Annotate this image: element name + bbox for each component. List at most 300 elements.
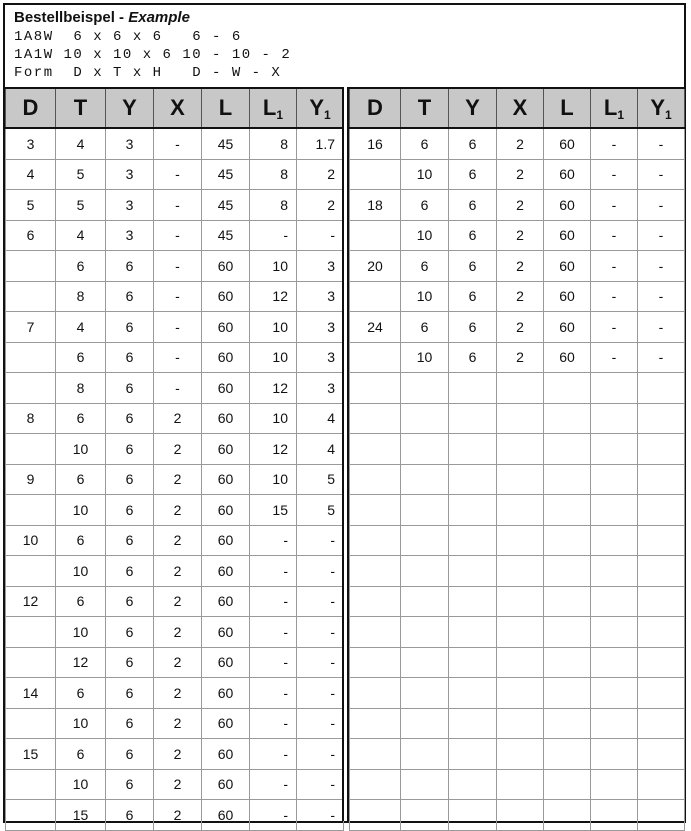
column-header-d [6, 88, 56, 128]
table-cell [544, 647, 591, 678]
table-cell: 15 [56, 800, 106, 831]
table-row [6, 312, 344, 343]
column-header-label: Y [465, 95, 480, 120]
table-cell: 45 [202, 190, 250, 221]
table-cell [497, 708, 544, 739]
table-cell [350, 403, 401, 434]
table-cell: - [638, 342, 685, 373]
table-cell: 45 [202, 128, 250, 159]
table-row [350, 281, 685, 312]
table-cell [401, 739, 449, 770]
table-cell [544, 617, 591, 648]
table-cell: 3 [106, 220, 154, 251]
table-cell: 4 [297, 434, 344, 465]
table-cell [6, 617, 56, 648]
table-cell [638, 434, 685, 465]
table-cell [591, 647, 638, 678]
table-cell: 6 [106, 342, 154, 373]
table-cell [449, 800, 497, 831]
table-cell [544, 678, 591, 709]
table-cell [497, 495, 544, 526]
table-cell [544, 525, 591, 556]
table-cell [591, 495, 638, 526]
table-cell [401, 464, 449, 495]
table-cell: 2 [497, 342, 544, 373]
table-cell: 6 [401, 251, 449, 282]
table-row [6, 251, 344, 282]
table-cell: 6 [56, 403, 106, 434]
table-cell: 6 [449, 128, 497, 159]
table-cell: 6 [56, 678, 106, 709]
table-cell: - [297, 617, 344, 648]
table-cell: - [250, 708, 297, 739]
table-cell [591, 708, 638, 739]
table-row [6, 495, 344, 526]
table-cell: 6 [56, 251, 106, 282]
column-header-l [202, 88, 250, 128]
column-header-l [544, 88, 591, 128]
table-cell [497, 769, 544, 800]
table-row [6, 769, 344, 800]
table-cell: - [250, 647, 297, 678]
table-cell [401, 525, 449, 556]
table-row [350, 617, 685, 648]
table-cell: - [591, 220, 638, 251]
table-cell: 2 [497, 251, 544, 282]
column-header-t [56, 88, 106, 128]
table-cell: 12 [250, 281, 297, 312]
table-cell [497, 434, 544, 465]
table-cell: 5 [56, 159, 106, 190]
table-cell: 2 [154, 525, 202, 556]
table-cell: 2 [154, 495, 202, 526]
table-cell [6, 495, 56, 526]
table-cell: 60 [544, 342, 591, 373]
table-cell: 3 [297, 281, 344, 312]
table-cell [401, 800, 449, 831]
table-cell [449, 525, 497, 556]
table-cell: - [297, 678, 344, 709]
table-cell [350, 678, 401, 709]
table-cell [6, 434, 56, 465]
table-cell: - [250, 769, 297, 800]
table-cell: 6 [56, 739, 106, 770]
table-cell: 6 [106, 495, 154, 526]
table-cell: - [297, 556, 344, 587]
table-cell: 12 [250, 373, 297, 404]
table-cell: 60 [202, 342, 250, 373]
table-cell: 12 [56, 647, 106, 678]
table-cell [6, 281, 56, 312]
table-row [350, 342, 685, 373]
table-cell: 6 [56, 525, 106, 556]
table-row [6, 128, 344, 159]
table-cell [638, 769, 685, 800]
column-header-label: Y [650, 94, 665, 120]
table-cell: - [154, 159, 202, 190]
table-cell: 10 [56, 617, 106, 648]
table-cell [497, 647, 544, 678]
table-cell: - [591, 128, 638, 159]
table-cell: 5 [297, 495, 344, 526]
dimension-table-left [5, 87, 344, 831]
table-cell [350, 708, 401, 739]
table-cell [401, 647, 449, 678]
table-row [350, 373, 685, 404]
column-header-label: L [218, 95, 233, 120]
table-cell: - [154, 373, 202, 404]
table-cell: 10 [401, 281, 449, 312]
table-cell [350, 586, 401, 617]
table-cell [591, 769, 638, 800]
table-cell [350, 464, 401, 495]
table-cell: - [250, 800, 297, 831]
table-cell: 3 [106, 128, 154, 159]
table-row [350, 190, 685, 221]
table-row [350, 678, 685, 709]
table-cell [638, 617, 685, 648]
table-row [350, 464, 685, 495]
table-cell: 3 [106, 159, 154, 190]
table-cell: 60 [202, 739, 250, 770]
table-cell: - [297, 708, 344, 739]
table-cell: 3 [297, 342, 344, 373]
table-cell [401, 617, 449, 648]
table-cell [350, 525, 401, 556]
table-cell [497, 556, 544, 587]
table-cell: 6 [6, 220, 56, 251]
table-cell [449, 434, 497, 465]
table-cell: 60 [544, 220, 591, 251]
table-cell: 6 [106, 434, 154, 465]
table-row [350, 434, 685, 465]
table-cell: 6 [106, 525, 154, 556]
table-cell: 10 [56, 769, 106, 800]
table-cell: 6 [106, 769, 154, 800]
table-row [6, 678, 344, 709]
table-row [6, 220, 344, 251]
table-cell [591, 556, 638, 587]
table-row [350, 128, 685, 159]
table-cell: 10 [56, 708, 106, 739]
table-cell: 10 [250, 464, 297, 495]
table-cell [350, 373, 401, 404]
table-cell: 60 [202, 647, 250, 678]
table-cell: 60 [202, 495, 250, 526]
table-cell [591, 586, 638, 617]
table-row [350, 525, 685, 556]
table-row [6, 434, 344, 465]
table-cell [638, 800, 685, 831]
column-header-y1 [297, 88, 344, 128]
column-header-subscript: 1 [324, 107, 331, 122]
table-cell [449, 769, 497, 800]
table-cell: 9 [6, 464, 56, 495]
table-cell [6, 769, 56, 800]
table-cell: - [250, 220, 297, 251]
table-row [350, 769, 685, 800]
table-cell: 60 [202, 769, 250, 800]
table-cell: 6 [106, 281, 154, 312]
table-cell [401, 495, 449, 526]
table-cell [6, 342, 56, 373]
table-cell: 3 [106, 190, 154, 221]
column-header-subscript: 1 [665, 107, 672, 122]
table-cell: 6 [106, 403, 154, 434]
table-cell: 3 [297, 251, 344, 282]
table-cell [591, 525, 638, 556]
title-prefix: Bestellbeispel - [14, 9, 129, 26]
table-cell: 6 [106, 647, 154, 678]
table-cell [350, 342, 401, 373]
table-cell: - [638, 190, 685, 221]
table-cell: 10 [56, 556, 106, 587]
table-cell [638, 495, 685, 526]
table-cell: - [250, 525, 297, 556]
table-cell [449, 373, 497, 404]
table-cell: 60 [202, 708, 250, 739]
table-cell [497, 525, 544, 556]
table-cell [350, 617, 401, 648]
table-row [6, 190, 344, 221]
example-line-3: Form D x T x H D - W - X [14, 65, 282, 81]
table-cell [544, 586, 591, 617]
table-row [6, 403, 344, 434]
table-row [6, 708, 344, 739]
table-cell: 2 [497, 281, 544, 312]
table-cell: 60 [544, 159, 591, 190]
table-cell: - [154, 190, 202, 221]
table-cell: 2 [297, 190, 344, 221]
table-cell: - [591, 281, 638, 312]
table-cell: 4 [56, 128, 106, 159]
table-cell: - [591, 251, 638, 282]
table-cell: 6 [106, 556, 154, 587]
column-header-y [449, 88, 497, 128]
table-cell [449, 464, 497, 495]
table-cell [591, 464, 638, 495]
table-cell [350, 739, 401, 770]
table-cell: 60 [544, 281, 591, 312]
column-header-d [350, 88, 401, 128]
table-cell: 6 [449, 342, 497, 373]
table-cell: - [297, 769, 344, 800]
table-cell [497, 739, 544, 770]
table-cell [449, 586, 497, 617]
table-cell: - [154, 128, 202, 159]
column-header-x [497, 88, 544, 128]
table-cell: - [638, 312, 685, 343]
table-cell [544, 708, 591, 739]
table-cell: 8 [250, 128, 297, 159]
table-cell: 2 [154, 617, 202, 648]
table-cell [544, 739, 591, 770]
table-cell [544, 769, 591, 800]
table-cell [401, 403, 449, 434]
table-cell: - [297, 739, 344, 770]
table-cell: 3 [6, 128, 56, 159]
table-cell: 12 [250, 434, 297, 465]
table-cell: 6 [106, 464, 154, 495]
table-cell [401, 708, 449, 739]
table-cell: 2 [154, 647, 202, 678]
table-row [350, 495, 685, 526]
table-cell [6, 556, 56, 587]
table-cell [350, 434, 401, 465]
table-cell [350, 281, 401, 312]
column-header-label: T [417, 95, 432, 120]
table-cell [6, 251, 56, 282]
table-cell: 2 [154, 556, 202, 587]
table-cell [401, 678, 449, 709]
table-cell [449, 708, 497, 739]
column-header-label: L [560, 95, 574, 120]
table-cell: - [154, 342, 202, 373]
table-cell [449, 403, 497, 434]
table-cell: 4 [297, 403, 344, 434]
table-row [350, 312, 685, 343]
table-cell [544, 800, 591, 831]
column-header-label: Y [309, 94, 324, 120]
column-header-label: X [170, 95, 185, 120]
table-cell: 60 [544, 312, 591, 343]
table-cell [544, 495, 591, 526]
table-row [350, 220, 685, 251]
table-cell: 60 [544, 128, 591, 159]
table-row [6, 647, 344, 678]
table-cell: - [250, 739, 297, 770]
table-cell: 5 [6, 190, 56, 221]
table-cell: 10 [401, 159, 449, 190]
table-cell: 6 [449, 190, 497, 221]
table-cell: 60 [202, 312, 250, 343]
table-cell: 2 [154, 800, 202, 831]
table-cell [497, 586, 544, 617]
table-cell: 10 [56, 495, 106, 526]
table-cell: 60 [544, 190, 591, 221]
table-cell: 10 [250, 251, 297, 282]
table-cell [6, 708, 56, 739]
table-row [350, 159, 685, 190]
table-cell: 6 [449, 159, 497, 190]
table-cell: 4 [56, 312, 106, 343]
table-cell: 60 [202, 251, 250, 282]
table-cell [401, 434, 449, 465]
table-cell [638, 373, 685, 404]
table-cell: 24 [350, 312, 401, 343]
table-cell [350, 495, 401, 526]
column-header-t [401, 88, 449, 128]
table-cell: 60 [202, 434, 250, 465]
table-cell: 15 [6, 739, 56, 770]
table-cell [350, 647, 401, 678]
table-cell: 60 [202, 800, 250, 831]
table-cell: 2 [154, 586, 202, 617]
table-cell: 10 [401, 220, 449, 251]
table-cell: 6 [449, 281, 497, 312]
example-line-1: 1A8W 6 x 6 x 6 6 - 6 [14, 29, 242, 45]
table-cell [638, 647, 685, 678]
table-row [6, 159, 344, 190]
table-cell: 10 [250, 342, 297, 373]
table-cell: 60 [202, 403, 250, 434]
table-cell: 60 [202, 556, 250, 587]
table-row [6, 373, 344, 404]
order-example-header [5, 5, 684, 87]
table-cell: 45 [202, 159, 250, 190]
table-row [350, 586, 685, 617]
table-cell: - [591, 342, 638, 373]
table-cell: - [250, 556, 297, 587]
table-cell: - [154, 312, 202, 343]
table-cell: 1.7 [297, 128, 344, 159]
column-header-label: D [367, 95, 383, 120]
table-row [350, 739, 685, 770]
table-cell [497, 373, 544, 404]
table-cell [449, 556, 497, 587]
column-header-x [154, 88, 202, 128]
table-cell [544, 434, 591, 465]
table-cell [638, 556, 685, 587]
table-cell: - [297, 800, 344, 831]
table-cell: - [638, 159, 685, 190]
table-cell [638, 678, 685, 709]
table-row [350, 647, 685, 678]
table-cell [638, 708, 685, 739]
table-cell: 6 [449, 312, 497, 343]
header-row [350, 88, 685, 128]
table-cell: - [250, 586, 297, 617]
table-cell: - [591, 312, 638, 343]
panel-divider [342, 87, 349, 821]
table-row [350, 251, 685, 282]
table-cell: 2 [154, 739, 202, 770]
table-cell: 6 [106, 312, 154, 343]
table-cell [449, 617, 497, 648]
table-row [350, 403, 685, 434]
table-cell: 8 [56, 281, 106, 312]
table-cell: 2 [154, 708, 202, 739]
table-cell: 6 [56, 464, 106, 495]
table-cell: 6 [106, 373, 154, 404]
table-cell [449, 647, 497, 678]
table-cell [401, 373, 449, 404]
table-cell: - [250, 678, 297, 709]
table-cell: 2 [497, 159, 544, 190]
table-cell: 6 [106, 708, 154, 739]
table-row [350, 800, 685, 831]
table-cell: 8 [250, 159, 297, 190]
table-cell: 3 [297, 312, 344, 343]
table-cell: 60 [202, 373, 250, 404]
column-header-label: L [603, 94, 618, 120]
column-header-label: L [262, 94, 277, 120]
table-row [6, 739, 344, 770]
table-cell: - [638, 281, 685, 312]
table-cell: 6 [449, 220, 497, 251]
table-cell: 10 [401, 342, 449, 373]
table-cell: 2 [154, 434, 202, 465]
table-cell [591, 800, 638, 831]
table-cell: 60 [202, 281, 250, 312]
table-cell: 12 [6, 586, 56, 617]
table-cell [544, 464, 591, 495]
table-cell: 2 [154, 464, 202, 495]
header-title [14, 9, 190, 26]
table-cell: - [638, 128, 685, 159]
table-cell: - [591, 159, 638, 190]
table-cell: - [154, 281, 202, 312]
